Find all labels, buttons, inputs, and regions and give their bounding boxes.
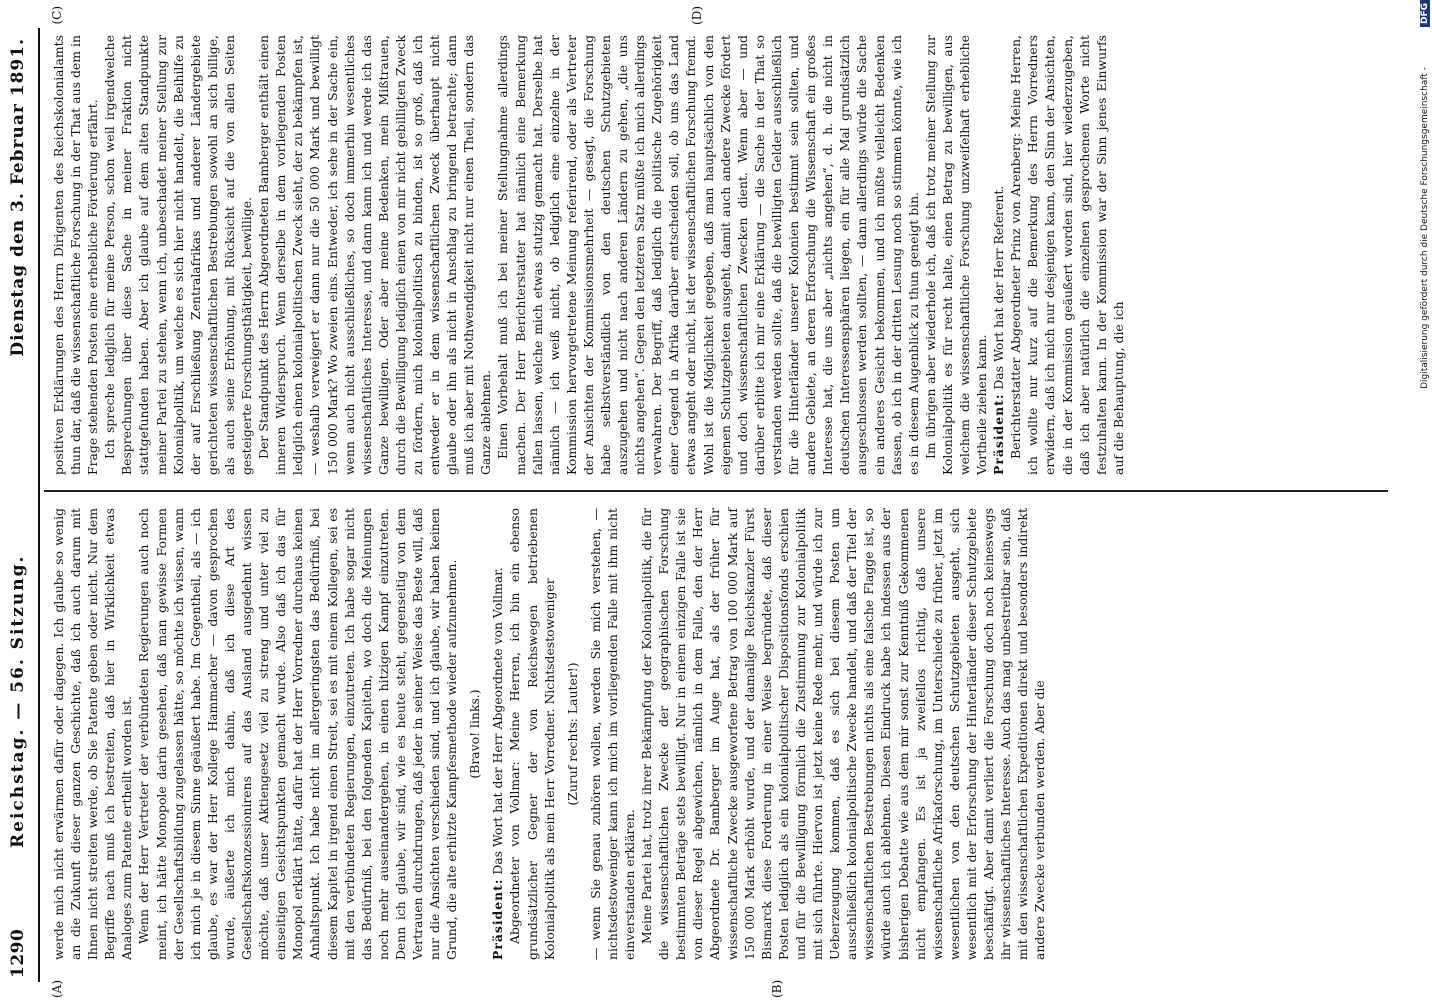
dfg-logo: DFG — [1420, 0, 1430, 27]
paragraph — [50, 508, 135, 960]
stage-direction — [466, 508, 483, 960]
margin-marker-d: (D) — [690, 6, 704, 25]
speaker-paragraph — [990, 35, 1007, 475]
margin-marker-c: (C) — [50, 6, 64, 25]
paragraph-text: Ich spreche lediglich für meine Person, schon weil irgendwelche Besprechungen über diese Sache in meiner Fraktion nicht stattgefunden haben. Aber ich glaube auf dem alten Standpunkte meiner Partei zu stehen, wenn ich, unbeschadet meiner Stellung zur Kolonialpolitik, um welche es sich hier nicht handelt, die Beihilfe zu der auf Erschließung Zentralafrikas und anderer Ländergebiete gerichteten wissenschaftlichen Bestrebungen sowohl an sich billige, als auch seine Erhöhung, mit Rücksicht auf die von allen Seiten gesteigerte Forschungsthätigkeit, bewillige. — [102, 35, 255, 475]
right-column — [50, 35, 1127, 475]
paragraph — [494, 35, 921, 475]
speaker-label: Präsident: — [991, 393, 1007, 475]
paragraph-text: Einen Vorbehalt muß ich bei meiner Stellungnahme allerdings machen. Der Herr Berichterstatter hat nämlich eine Bemerkung fallen lassen, welche mich etwas stutzig gemacht hat. Derselbe hat nämlich — ich weiß nicht, ob lediglich eine einzelne in der Kommission hervorgetretene Meinung referirend, oder als Vertreter der Ansichten der Kommissionsmehrheit — gesagt, die Forschung habe selbstverständlich von den deutschen Schutzgebieten auszugehen und nicht nach anderen Ländern zu gehen, „die uns nichts angehen“. Gegen den letzteren Satz müßte ich mich allerdings verwahren. Der Begriff, daß lediglich die politische Zugehörigkeit einer Gegend in Afrika darüber entscheiden soll, ob uns das Land etwas angeht oder nicht, ist der wissenschaftlichen Forschung fremd. Wohl ist die Möglichkeit gegeben, daß man hauptsächlich von den eigenen Schutzgebieten ausgeht, damit auch andere Zwecke fördert und doch wissenschaftlichen Zwecken dient. Wenn aber — und darüber erbitte ich mir eine Erklärung — die Sache in der That so verstanden werden sollte, daß die bewilligten Gelder ausschließlich für die Hinterländer unserer Kolonien bestimmt sein sollten, und andere Gebiete, an deren Erforschung die Wissenschaft ein großes Interesse hat, die uns aber „nichts angehen“, d. h. die nicht in deutschen Interessensphären liegen, ein für alle Mal grundsätzlich ausgeschlossen werden sollten, — dann allerdings würde die Sache ein anderes Gesicht bekommen, und ich müßte vielleicht Bedenken fassen, ob ich in der dritten Lesung noch so stimmen könnte, wie ich es in diesem Augenblick zu thun geneigt bin. — [495, 35, 921, 475]
paragraph-text: Das Wort hat der Herr Referent. — [991, 185, 1007, 394]
header-rule — [38, 28, 40, 982]
paragraph-text: (Bravo! links.) — [467, 689, 483, 779]
paragraph-text: Meine Partei hat, trotz ihrer Bekämpfung der Kolonialpolitik, die für die wissenschaftlichen Zwecke der geographischen Forschung bestimmten Beträge stets bewilligt. Nur in einem einzigen Falle ist sie von dieser Regel abgewichen, nämlich in dem Falle, den der Herr Abgeordnete Dr. Bamberger im Auge hat, als der früher für wissenschaftliche Zwecke ausgeworfene Betrag von 100 000 Mark auf 150 000 Mark erhöht wurde, und der damalige Reichskanzler Fürst Bismarck diese Forderung in einer Weise begründete, daß dieser Posten lediglich als ein kolonialpolitischer Dispositionsfonds erschien und für die Bewilligung förmlich die Zustimmung zur Kolonialpolitik mit sich führte. Hiervon ist jetzt keine Rede mehr, und würde ich zur Ueberzeugung kommen, daß es sich bei diesem Posten um ausschließlich kolonialpolitische Zwecke handelt, und daß der Titel der wissenschaftlichen Bestrebungen nichts als eine falsche Flagge ist, so würde auch ich ablehnen. Diesen Eindruck habe ich indessen aus der bisherigen Debatte wie aus dem mir sonst zur Kenntniß Gekommenen nicht empfangen. Es ist ja zweifellos richtig, daß unsere wissenschaftliche Afrikaforschung, im Unterschiede zu früher, jetzt im wesentlichen von den deutschen Schutzgebieten ausgeht, sich wesentlich mit der Erforschung der Hinterländer dieser Schutzgebiete beschäftigt. Aber damit verliert die Forschung doch noch keineswegs ihr wissenschaftliches Interesse. Auch das mag unbestreitbar sein, daß mit den wissenschaftlichen Expeditionen direkt und besonders indirekt andere Zwecke verbunden werden. Aber die — [639, 508, 1048, 960]
page-header — [8, 38, 36, 978]
paragraph — [50, 35, 101, 475]
paragraph — [135, 508, 460, 960]
paragraph-text: Berichterstatter Abgeordneter Prinz von Arenberg: Meine Herren, ich wollte nur kurz auf die Bemerkung des Herrn Vorredners erwidern, daß ich mich nur desjenigen kann, den Sinn der Ansichten, die in der Kommission geäußert worden sind, hier wiederzugeben, daß ich aber natürlich die einzelnen gesprochenen Worte nicht festzuhalten kann. In der Kommission war der Sinn jenes Einwurfs auf die Behauptung, die ich — [1008, 35, 1126, 475]
column-rule — [44, 490, 1388, 492]
session-title: Reichstag. — 56. Sitzung. — [8, 554, 28, 848]
paragraph — [1007, 35, 1127, 475]
paragraph-text: — wenn Sie genau zuhören wollen, werden Sie mich verstehen, — nichtsdestoweniger kann ich mich im vorliegenden Falle mit ihm nicht einverstanden erklären. — [587, 508, 637, 960]
credit-text: Digitalisierung gefördert durch die Deutsche Forschungsgemeinschaft - — [1420, 67, 1430, 389]
speaker-label: Präsident: — [490, 878, 506, 960]
paragraph — [638, 508, 1048, 960]
stage-direction — [564, 508, 581, 960]
paragraph-text: positiven Erklärungen des Herrn Dirigenten des Reichskolonialamts thun dar, daß die wissenschaftliche Forschung in der That aus dem in Frage stehenden Posten eine erhebliche Förderung erfährt. — [51, 35, 101, 475]
speaker-paragraph — [489, 508, 506, 960]
paragraph-text: Der Standpunkt des Herrn Abgeordneten Bamberger enthält einen inneren Widerspruch. Wenn derselbe in dem vorliegenden Posten lediglich einen kolonialpolitischen Zweck sieht, der zu bekämpfen ist, — weshalb verweigert er dann nur die 50 000 Mark und bewilligt 150 000 Mark? Wo zweien eins. Entweder, ich sehe in der Sache ein, wenn auch nicht ausschließliches, so doch immerhin wesentliches wissenschaftliches Interesse, und dann kann ich und werde ich das Ganze bewilligen. Oder aber meine Bedenken, mein Mißtrauen, durch die Bewilligung lediglich einen von mir nicht gebilligten Zweck zu fördern, mich kolonialpolitisch zu binden, ist so groß, daß ich entweder er in dem wissenschaftlichen Zweck überhaupt nicht glaube oder ihn als nicht in Anschlag zu bringend betrachte; dann muß ich aber mit Nothwendigkeit nicht nur einen Theil, sondern das Ganze ablehnen. — [256, 35, 494, 475]
paragraph-text: Im übrigen aber wiederhole ich, daß ich trotz meiner Stellung zur Kolonialpolitik es für recht halte, einen Betrag zu bewilligen, aus welchem die wissenschaftliche Forschung unzweifelhaft erhebliche Vortheile ziehen kann. — [922, 35, 990, 475]
paragraph — [255, 35, 494, 475]
margin-marker-b: (B) — [770, 979, 784, 998]
paragraph-text: (Zuruf rechts: Lauter!) — [564, 662, 580, 806]
paragraph — [587, 508, 638, 960]
paragraph-text: Das Wort hat der Herr Abgeordnete von Vollmar. — [490, 567, 506, 879]
paragraph — [922, 35, 990, 475]
digitization-credit — [1420, 0, 1432, 1000]
paragraph-text: Wenn der Herr Vertreter der verbündeten Regierungen auch noch meint, ich hätte Monopole darin gesehen, daß man gewisse Formen der Gesellschaftsbildung zugelassen hätte, so möchte ich wissen, wann ich mich je in diesem Sinne geäußert habe. Im Gegentheil, als — ich glaube, es war der Herr Kollege Hammacher — davon gesprochen wurde, äußerte ich mich dahin, daß ich diese Art des Gesellschaftskonzessionirens auf das Ausland ausgedehnt wissen möchte, daß unser Aktiengesetz viel zu streng und unter viel zu einseitigen Gesichtspunkten gemacht wurde. Also daß ich das für Monopol erklärt hätte, dafür hat der Herr Vorredner durchaus keinen Anhaltspunkt. Ich habe nicht im allergeringsten das Bedürfniß, bei diesem Kapitel in irgend einen Streit, sei es mit einem Kollegen, sei es mit den verbündeten Regierungen, einzutreten. Ich habe sogar nicht das Bedürfniß, bei den folgenden Kapiteln, wo doch die Meinungen noch mehr auseinandergehen, in einen hitzigen Kampf einzutreten. Denn ich glaube, wir sind, wie es heute steht, gegenseitig von dem Vertrauen durchdrungen, daß jeder in seiner Weise das Beste will, daß nur die Ansichten verschieden sind, und ich glaube, wir haben keinen Grund, die alte erhitzte Kampfesmethode wieder aufzunehmen. — [136, 508, 460, 960]
paragraph — [506, 508, 557, 960]
page-number: 1290 — [8, 928, 28, 978]
paragraph-text: Abgeordneter von Vollmar: Meine Herren, ich bin ein ebenso grundsätzlicher Gegner der von Reichswegen betriebenen Kolonialpolitik als mein Herr Vorredner. Nichtsdestoweniger — [507, 508, 557, 960]
paragraph-text: werde mich nicht erwärmen dafür oder dagegen. Ich glaube so wenig an die Zukunft dieser ganzen Geschichte, daß ich auch darum mit Ihnen nicht streiten werde, ob Sie Patente geben oder nicht. Nur dem Begriffe nach muß ich bestreiten, daß hier in Wirklichkeit etwas Analoges zum Patente ertheilt worden ist. — [51, 508, 135, 960]
left-column — [50, 508, 1048, 960]
paragraph — [101, 35, 255, 475]
session-date: Dienstag den 3. Februar 1891. — [8, 38, 28, 357]
margin-marker-a: (A) — [50, 979, 64, 998]
